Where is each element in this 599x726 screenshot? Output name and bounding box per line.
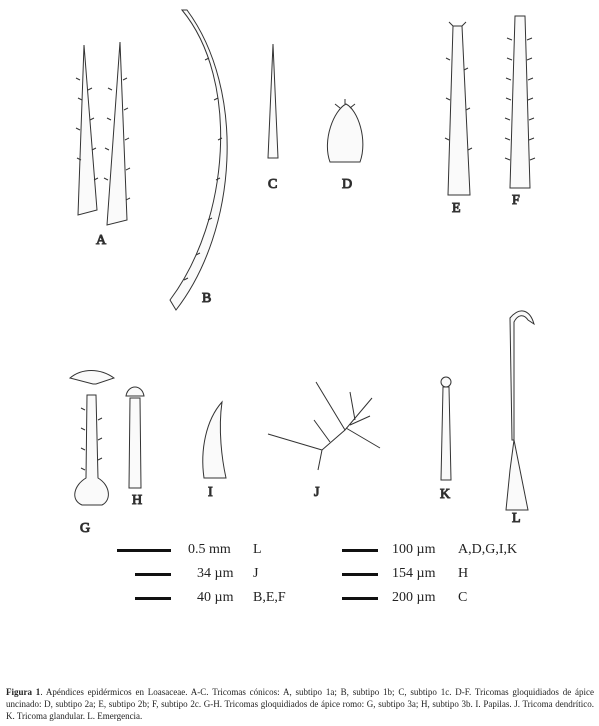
trichome-l [506,311,534,510]
label-i: I [208,485,213,500]
scale-value: 200 µm [392,590,436,605]
label-d: D [342,177,353,192]
label-a: A [96,233,107,248]
scale-ref: A,D,G,I,K [458,542,518,557]
trichome-d [327,99,362,162]
label-b: B [202,291,212,306]
figure-caption [6,686,594,722]
scale-ref: C [458,590,468,605]
label-c: C [268,177,278,192]
scale-bar [135,597,171,600]
trichome-k [441,377,451,480]
scale-bar-row [300,564,599,584]
trichome-j [268,382,380,470]
scale-value: 34 µm [197,566,234,581]
label-k: K [440,487,451,502]
scale-value: 100 µm [392,542,436,557]
scale-value: 154 µm [392,566,436,581]
label-l: L [512,511,521,526]
trichome-g [70,371,114,506]
label-e: E [452,201,461,216]
label-f: F [512,193,520,208]
scale-ref: J [253,566,259,581]
trichome-b [170,10,227,310]
scale-ref: B,E,F [253,590,286,605]
label-j: J [314,485,320,500]
caption-text: . Apéndices epidérmicos en Loasaceae. A-C. Tricomas cónicos: A, subtipo 1a; B, subtipo 1b; C, subtipo 1c. D-F. Tricomas gloquidiados de ápice uncinado: D, subtipo 2a; E, subtipo 2b; F, subtipo 2c. G-H. Tricomas gloquidiados de ápice romo: G, subtipo 3a; H, subtipo 3b. I. Papilas. J. Tricoma dendrítico. K. Tricoma glandular. L. Emergencia. [6,687,595,721]
scale-value: 0.5 mm [188,542,231,557]
caption-label: Figura 1 [6,687,41,697]
scale-bar-row [0,540,300,560]
trichome-i [203,402,226,478]
scale-bar [342,573,378,576]
scale-ref: L [253,542,262,557]
scale-bar-row [300,588,599,608]
scale-bar [342,549,378,552]
scale-bar-row [0,588,300,608]
trichome-a [76,42,130,225]
scale-bar [342,597,378,600]
scale-bar [135,573,171,576]
scale-bar [117,549,171,552]
scale-bar-row [300,540,599,560]
trichome-c [268,44,278,158]
trichome-e [445,22,472,195]
scale-bar-row [0,564,300,584]
trichome-h [126,387,144,488]
scale-ref: H [458,566,469,581]
label-h: H [132,493,143,508]
scale-value: 40 µm [197,590,234,605]
label-g: G [80,521,91,536]
trichome-f [505,16,535,188]
